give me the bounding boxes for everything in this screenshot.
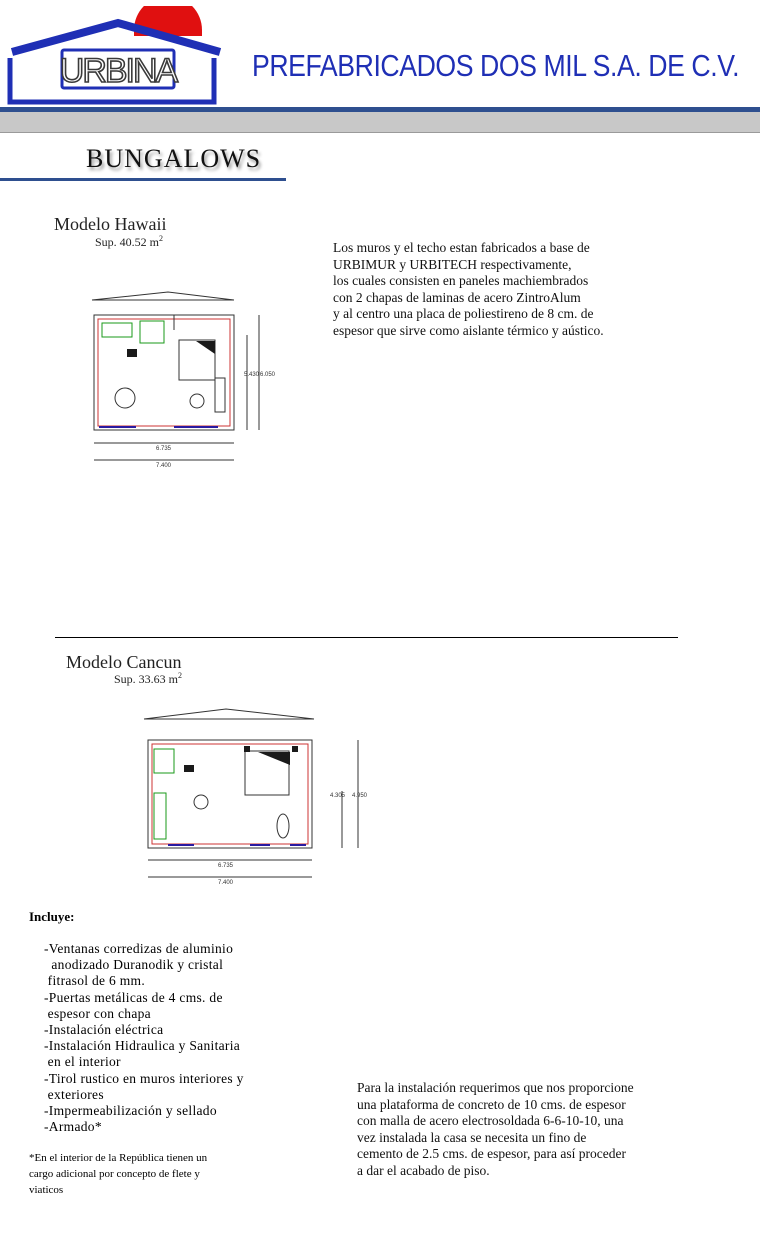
cancun-dim-inner-height: 4.305 xyxy=(330,793,346,799)
model-hawaii-name: Modelo Hawaii xyxy=(54,214,167,234)
installation-line: con malla de acero electrosoldada 6-6-10-10, una xyxy=(357,1113,624,1128)
section-underline xyxy=(0,178,286,181)
description-line: los cuales consisten en paneles machiembrados xyxy=(333,273,589,288)
hawaii-floor-plan xyxy=(84,288,294,470)
materials-description xyxy=(333,240,604,339)
urbina-logo xyxy=(6,6,228,106)
model-cancun-name: Modelo Cancun xyxy=(66,652,182,672)
hawaii-dim-outer-width: 7.400 xyxy=(156,463,172,469)
cancun-dim-outer-width: 7.400 xyxy=(218,880,234,886)
description-line: Los muros y el techo estan fabricados a base de xyxy=(333,240,590,255)
hawaii-dim-outer-height: 6.050 xyxy=(260,372,276,378)
installation-line: una plataforma de concreto de 10 cms. de espesor xyxy=(357,1096,626,1112)
description-line: espesor que sirve como aislante térmico y aústico. xyxy=(333,322,604,338)
logo-wordmark: URBINA xyxy=(59,52,177,90)
cancun-dim-inner-width: 6.735 xyxy=(218,863,234,869)
section-title: BUNGALOWS xyxy=(86,144,262,173)
cancun-dim-outer-height: 4.950 xyxy=(352,793,368,799)
header-grey-band xyxy=(0,112,760,133)
includes-list: -Ventanas corredizas de aluminio anodizado Duranodik y cristal fitrasol de 6 mm. -Puertas metálicas de 4 cms. de espesor con chapa -Instalación eléctrica -Instalación Hidraulica y Sanitaria en el interior -Tirol rustico en muros interiores y exteriores -Impermeabilización y sellado -Armado* xyxy=(44,941,244,1135)
installation-line: cemento de 2.5 cms. de espesor, para así proceder xyxy=(357,1146,626,1161)
description-line: URBIMUR y URBITECH respectivamente, xyxy=(333,256,572,272)
cancun-floor-plan xyxy=(140,705,380,895)
description-line: con 2 chapas de laminas de acero ZintroAlum xyxy=(333,289,581,305)
model-cancun-area: Sup. 33.63 $m^2$ xyxy=(114,671,183,686)
hawaii-dim-inner-height: 5.430 xyxy=(244,372,260,378)
company-name: PREFABRICADOS DOS MIL S.A. DE C.V. xyxy=(252,48,740,83)
includes-title: Incluye: xyxy=(29,909,75,924)
footnote: *En el interior de la República tienen un cargo adicional por concepto de flete y viaticos xyxy=(29,1152,208,1196)
section-divider xyxy=(55,637,678,638)
installation-line: Para la instalación requerimos que nos proporcione xyxy=(357,1080,634,1095)
installation-requirements xyxy=(357,1080,634,1179)
installation-line: vez instalada la casa se necesita un fino de xyxy=(357,1129,587,1145)
model-hawaii-area: Sup. 40.52 $m^2$ xyxy=(95,234,164,249)
hawaii-dim-inner-width: 6.735 xyxy=(156,446,172,452)
description-line: y al centro una placa de poliestireno de 8 cm. de xyxy=(333,306,594,321)
installation-line: a dar el acabado de piso. xyxy=(357,1162,490,1178)
